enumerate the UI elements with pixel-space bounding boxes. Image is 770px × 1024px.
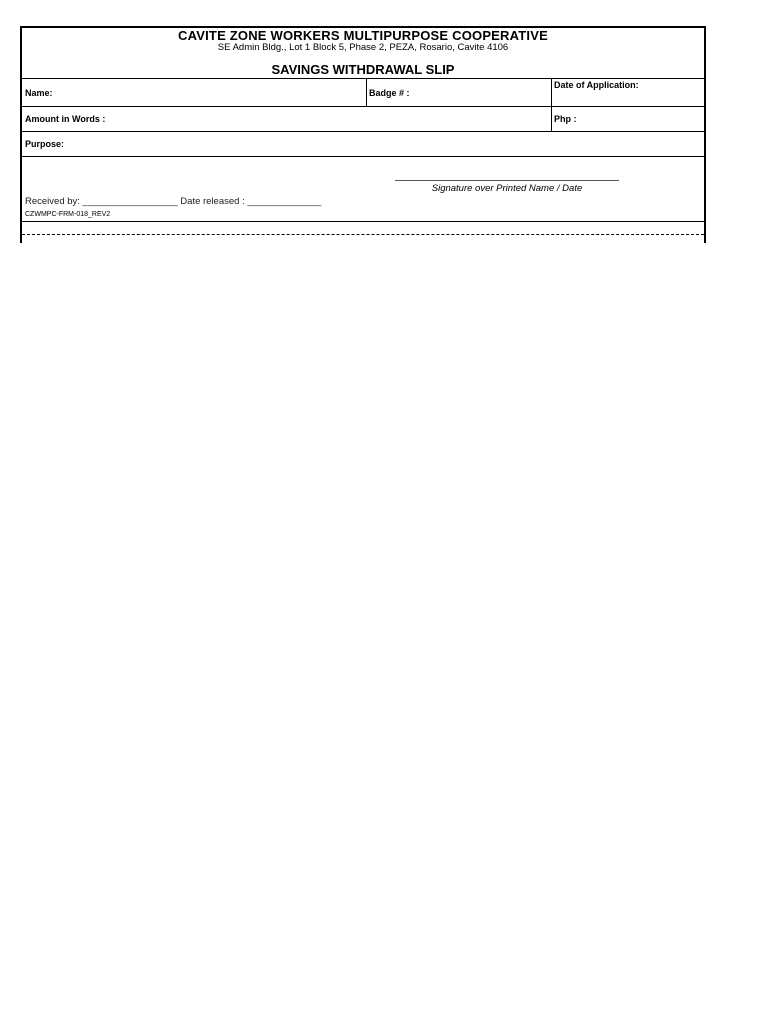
column-divider [366, 78, 367, 106]
cut-line [22, 234, 704, 235]
amount-in-words-label: Amount in Words : [25, 114, 106, 124]
signature-caption: Signature over Printed Name / Date [431, 183, 583, 194]
org-address: SE Admin Bldg., Lot 1 Block 5, Phase 2, PEZA, Rosario, Cavite 4106 [217, 42, 509, 53]
received-by-line: Received by: __________________ Date released : ______________ [25, 196, 322, 207]
signature-line [395, 180, 619, 181]
row-divider [22, 221, 704, 222]
form-code: CZWMPC-FRM-018_REV2 [25, 211, 111, 218]
row-divider [22, 131, 704, 132]
badge-field-label: Badge # : [369, 88, 410, 98]
row-divider [22, 78, 704, 79]
withdrawal-slip-form [20, 26, 706, 243]
php-amount-label: Php : [554, 114, 577, 124]
purpose-label: Purpose: [25, 139, 65, 149]
name-field-label: Name: [25, 88, 53, 98]
form-title: SAVINGS WITHDRAWAL SLIP [271, 62, 455, 77]
row-divider [22, 106, 704, 107]
date-of-application-label: Date of Application: [554, 80, 639, 90]
column-divider [551, 78, 552, 131]
row-divider [22, 156, 704, 157]
org-name: CAVITE ZONE WORKERS MULTIPURPOSE COOPERATIVE [178, 28, 548, 43]
